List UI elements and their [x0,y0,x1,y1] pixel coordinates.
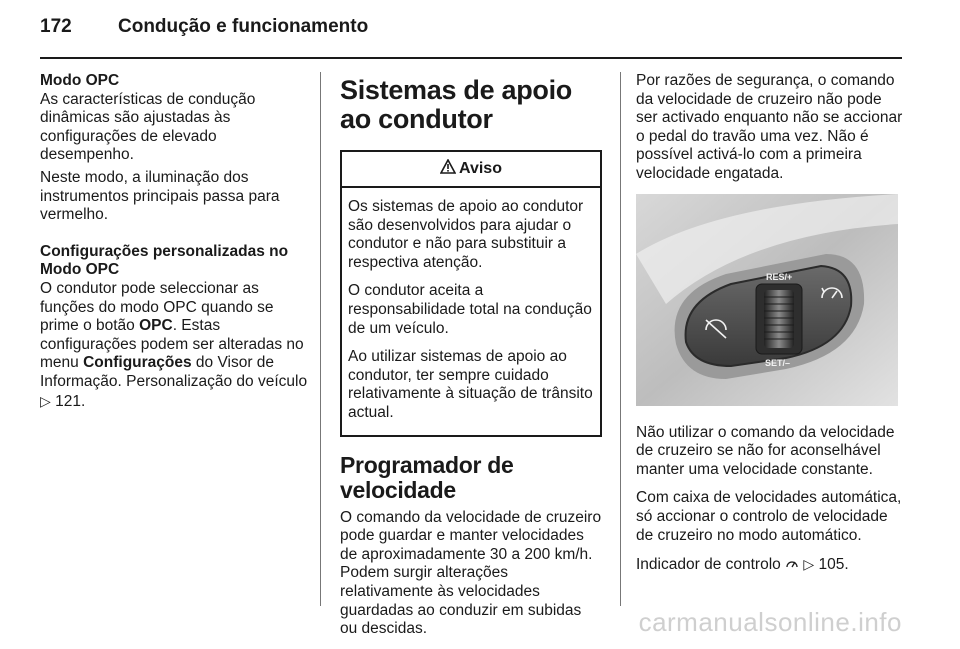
warning-paragraph-2: O condutor aceita a responsabilidade total na condução de um veículo. [348,282,592,337]
warning-header [342,152,600,188]
column-right [636,72,906,585]
res-plus-label: RES/+ [766,271,793,282]
header-rule [40,57,902,59]
opc-mode-paragraph-2: Neste modo, a iluminação dos instrumentos principais passa para vermelho. [40,168,280,224]
constant-speed-paragraph: Não utilizar o comando da velocidade de cruzeiro se não for aconselhável manter uma velocidade constante. [636,423,895,478]
column-divider-1 [320,72,321,606]
custom-settings-text-a: O condutor pode seleccionar as funções do modo OPC quando se prime o botão [40,279,274,335]
column-middle [340,72,602,649]
custom-settings-heading: Configurações personalizadas no Modo OPC [40,242,289,279]
running-title: Condução e funcionamento [118,16,369,37]
watermark: carmanualsonline.info [638,607,902,637]
warning-box [340,150,602,437]
warning-paragraph-3: Ao utilizar sistemas de apoio ao condutor, ter sempre cuidado relativamente à situação de trânsito actual. [348,348,593,421]
page-reference-link[interactable]: 105. [818,556,849,574]
warning-label: Aviso [459,159,502,177]
custom-settings-text-c: do Visor de Informação. Personalização do veículo [40,354,308,390]
cruise-control-paragraph: O comando da velocidade de cruzeiro pode guardar e manter velocidades de aproximadamente 30 a 200 km/h. Podem surgir alterações relativamente às velocidades guardadas ao conduzir em subidas ou descidas. [340,508,602,638]
warning-paragraph-1: Os sistemas de apoio ao condutor são desenvolvidos para ajudar o condutor e não para substituir a respectiva atenção. [348,198,584,271]
column-divider-2 [620,72,621,606]
warning-triangle-icon [440,159,456,180]
opc-button-name: OPC [139,317,173,335]
cruise-indicator-icon [785,556,803,573]
set-minus-label: SET/– [765,357,791,368]
column-left [40,72,310,421]
opc-mode-heading: Modo OPC [40,72,120,89]
section-heading: Sistemas de apoio ao condutor [340,75,572,134]
steering-wheel-controls-photo [636,194,898,406]
custom-settings-text-b: . Estas configurações podem ser alteradas no menu [40,317,304,372]
safety-paragraph: Por razões de segurança, o comando da velocidade de cruzeiro não pode ser activado enquanto não se accionar o pedal do travão uma vez. Não é possível activá-lo com a primeira velocidade engatada. [636,72,903,182]
page-ref-arrow-icon: ▷ [40,392,51,409]
settings-menu-name: Configurações [83,354,192,372]
cruise-control-heading: Programador de velocidade [340,451,514,503]
page-header [40,14,900,50]
automatic-gearbox-paragraph: Com caixa de velocidades automática, só accionar o controlo de velocidade de cruzeiro no modo automático. [636,489,902,544]
page-ref-arrow-icon: ▷ [803,556,815,573]
page-reference-link[interactable]: 121. [55,392,86,410]
warning-body [342,188,600,435]
page-number: 172 [40,16,72,37]
indicator-text: Indicador de controlo [636,556,786,574]
opc-mode-paragraph-1: As características de condução dinâmicas são ajustadas às configurações de elevado desempenho. [40,90,256,164]
